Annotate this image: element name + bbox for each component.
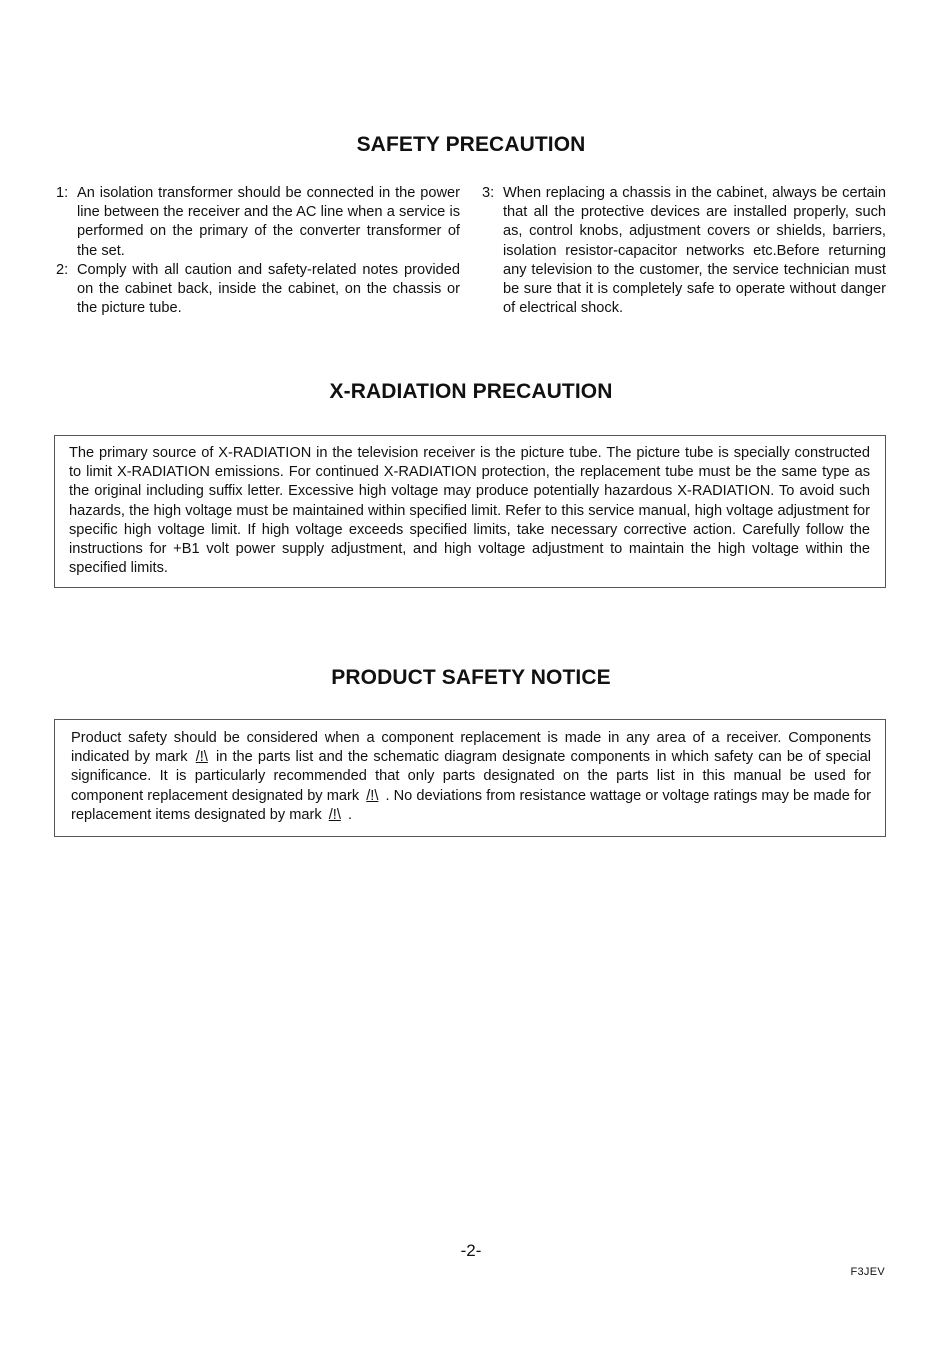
safety-item-text: When replacing a chassis in the cabinet, always be certain that all the protective devices are installed properly, such as, control knobs, adjustment covers or shields, barriers, isolation resistor-capacitor networks etc.Before returning any television to the customer, the service technician must be sure that it is completely safe to operate without danger of electrical shock.: [503, 185, 886, 317]
warning-mark-icon: /!\: [195, 749, 208, 766]
product-safety-box: [54, 719, 886, 837]
safety-item-1: [56, 184, 460, 261]
safety-item-number: 3:: [482, 185, 495, 201]
product-safety-text: [71, 729, 871, 825]
warning-mark-icon: /!\: [366, 787, 379, 804]
safety-item-text: Comply with all caution and safety-related notes provided on the cabinet back, inside the cabinet, on the chassis or the picture tube.: [77, 261, 460, 317]
safety-column-right: [482, 184, 886, 318]
model-code: F3JEV: [850, 1266, 885, 1278]
product-text-part-3: . No deviations from resistance wattage or voltage ratings may be made for replacement items designated by mark: [71, 787, 871, 823]
product-text-part-1: Product safety should be considered when a component replacement is made in any area of a receiver. Components indicated by mark: [71, 730, 871, 766]
x-radiation-heading: X-RADIATION PRECAUTION: [329, 380, 613, 403]
x-radiation-box: [54, 435, 886, 588]
warning-mark-icon: /!\: [328, 806, 341, 823]
safety-item-number: 1:: [56, 185, 69, 201]
safety-item-2: [56, 261, 460, 319]
page-number: -2-: [460, 1241, 482, 1260]
safety-precaution-heading: SAFETY PRECAUTION: [356, 133, 586, 156]
safety-item-3: [482, 184, 886, 318]
x-radiation-text: The primary source of X-RADIATION in the television receiver is the picture tube. The picture tube is specially constructed to limit X-RADIATION emissions. For continued X-RADIATION protection, the replacement tube must be the same type as the original including suffix letter. Excessive high voltage may produce potentially hazardous X-RADIATION. To avoid such hazards, the high voltage must be maintained within specified limit. Refer to this service manual, high voltage adjustment for specific high voltage limit. If high voltage exceeds specified limits, take necessary corrective action. Carefully follow the instructions for +B1 volt power supply adjustment, and high voltage adjustment to maintain the high voltage within the specified limits.: [69, 445, 870, 577]
safety-item-text: An isolation transformer should be connected in the power line between the receiver and the AC line when a service is performed on the primary of the converter transformer of the set.: [77, 185, 460, 259]
safety-column-left: [56, 184, 460, 318]
safety-item-number: 2:: [56, 261, 69, 278]
product-text-part-4: .: [347, 806, 353, 823]
product-text-part-2: in the parts list and the schematic diagram designate components in which safety can be of special significance. It is particularly recommended that only parts designated on the parts list in this manual be used for component replacement designated by mark: [71, 749, 871, 804]
product-safety-heading: PRODUCT SAFETY NOTICE: [331, 666, 611, 689]
